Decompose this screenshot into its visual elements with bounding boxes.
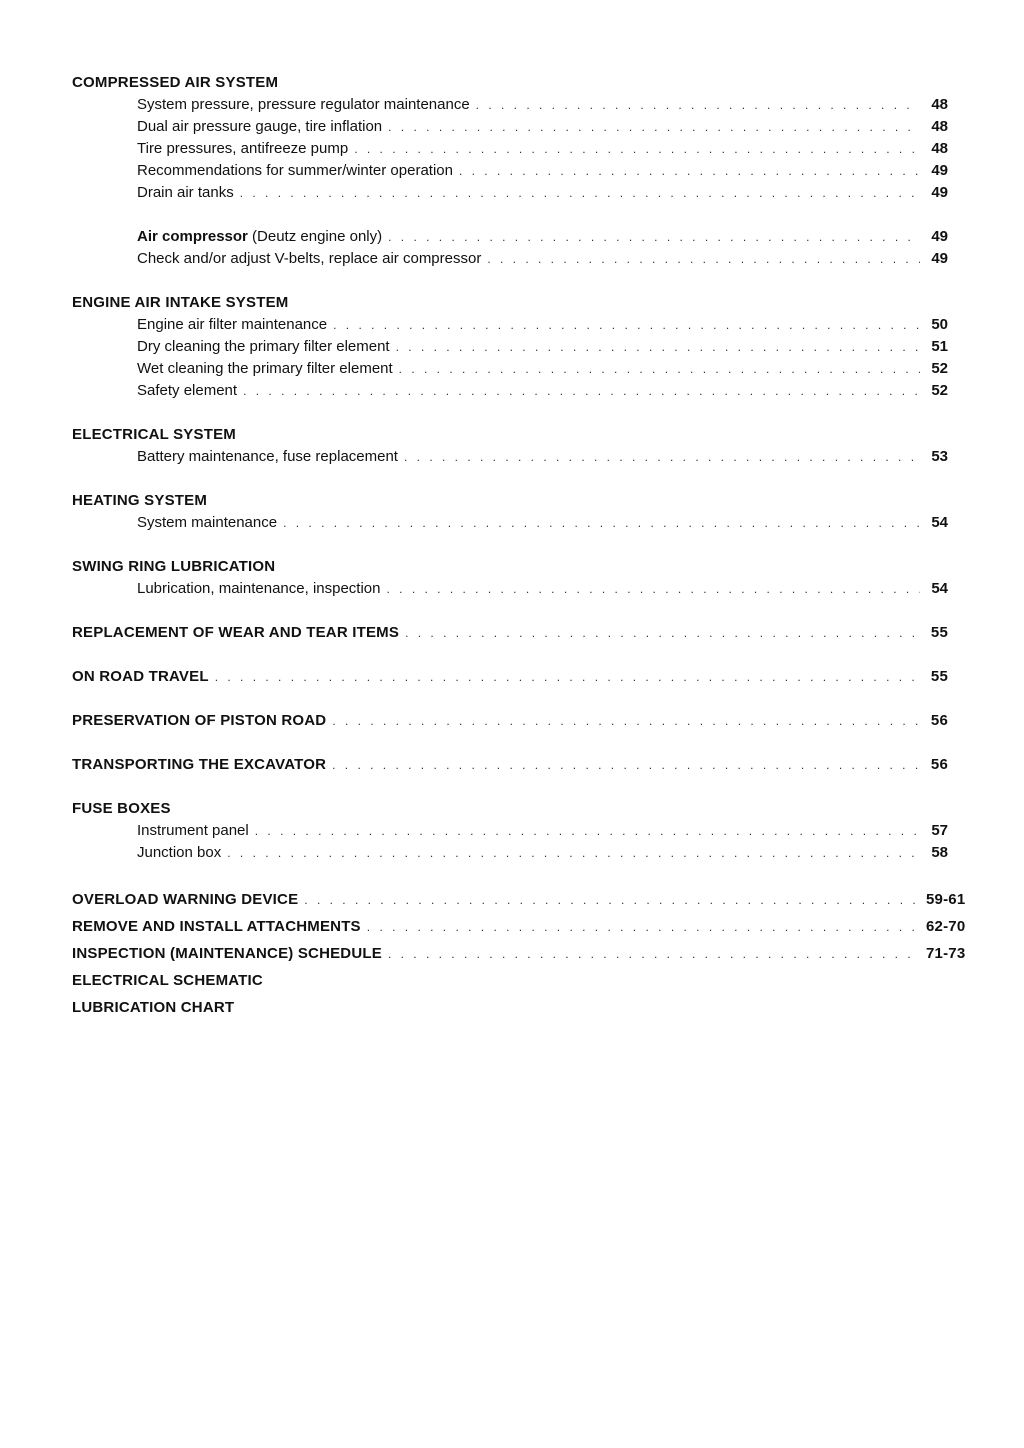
entry-label-note: (Deutz engine only) [247, 228, 383, 245]
heading-text: COMPRESSED AIR SYSTEM [72, 74, 279, 91]
dot-leader [487, 248, 920, 270]
dot-leader [459, 160, 920, 182]
entry-page: 49 [931, 228, 948, 245]
entry-label: INSPECTION (MAINTENANCE) SCHEDULE [72, 945, 382, 962]
dot-leader [333, 314, 920, 336]
dot-leader [388, 116, 920, 138]
dot-leader [240, 182, 920, 204]
toc-entry-transporting [72, 754, 948, 776]
toc-entry [72, 380, 948, 402]
dot-leader [332, 754, 920, 776]
dot-leader [399, 358, 920, 380]
entry-label: Safety element [137, 382, 238, 399]
entry-page: 49 [931, 184, 948, 201]
toc-entry-preservation [72, 710, 948, 732]
toc-entry [72, 248, 948, 270]
toc-entry [72, 820, 948, 842]
entry-page: 52 [931, 382, 948, 399]
dot-leader [255, 820, 920, 842]
entry-page: 56 [930, 712, 948, 729]
toc-entry [72, 160, 948, 182]
dot-leader [227, 842, 920, 864]
dot-leader [476, 94, 920, 116]
entry-page: 58 [931, 844, 948, 861]
heading-text: HEATING SYSTEM [72, 492, 208, 509]
entry-page: 53 [931, 448, 948, 465]
entry-label: Battery maintenance, fuse replacement [137, 448, 398, 465]
toc-entry [72, 446, 948, 468]
toc-entry-replacement [72, 622, 948, 644]
toc-entry [72, 182, 948, 204]
dot-leader [396, 336, 920, 358]
entry-label: Dual air pressure gauge, tire inflation [137, 118, 383, 135]
entry-label: Instrument panel [137, 822, 249, 839]
toc-entry [72, 578, 948, 600]
entry-label: Drain air tanks [137, 184, 234, 201]
dot-leader [332, 710, 920, 732]
dot-leader [404, 446, 920, 468]
toc-entry-electrical-schematic [72, 967, 948, 994]
entry-page: 49 [931, 250, 948, 267]
section-heading-electrical [72, 424, 948, 446]
dot-leader [354, 138, 920, 160]
entry-label: PRESERVATION OF PISTON ROAD [72, 712, 327, 729]
table-of-contents [72, 72, 966, 1021]
entry-page: 55 [930, 668, 948, 685]
heading-text: ELECTRICAL SYSTEM [72, 426, 236, 443]
entry-page: 50 [931, 316, 948, 333]
dot-leader [388, 941, 920, 968]
toc-entry [72, 138, 948, 160]
entry-label: LUBRICATION CHART [72, 999, 235, 1016]
entry-page: 48 [931, 140, 948, 157]
dot-leader [387, 578, 921, 600]
toc-entry-air-compressor [72, 226, 948, 248]
entry-page: 54 [931, 514, 948, 531]
entry-label: Lubrication, maintenance, inspection [137, 580, 381, 597]
toc-entry-inspection [72, 940, 966, 967]
dot-leader [215, 666, 920, 688]
entry-label: ON ROAD TRAVEL [72, 668, 209, 685]
entry-page: 59-61 [926, 891, 966, 908]
entry-page: 56 [930, 756, 948, 773]
entry-page: 49 [931, 162, 948, 179]
entry-page: 54 [931, 580, 948, 597]
toc-entry [72, 336, 948, 358]
entry-page: 48 [931, 96, 948, 113]
entry-label: REMOVE AND INSTALL ATTACHMENTS [72, 918, 361, 935]
entry-label: System maintenance [137, 514, 278, 531]
dot-leader [283, 512, 920, 534]
entry-label: Recommendations for summer/winter operation [137, 162, 453, 179]
entry-label-bold: Air compressor [137, 228, 248, 245]
toc-entry [72, 358, 948, 380]
heading-text: ENGINE AIR INTAKE SYSTEM [72, 294, 289, 311]
entry-page: 62-70 [926, 918, 966, 935]
dot-leader [243, 380, 920, 402]
entry-label: TRANSPORTING THE EXCAVATOR [72, 756, 327, 773]
toc-entry [72, 314, 948, 336]
entry-page: 57 [931, 822, 948, 839]
dot-leader [388, 226, 920, 248]
entry-label: Tire pressures, antifreeze pump [137, 140, 349, 157]
entry-label: Junction box [137, 844, 222, 861]
dot-leader [304, 887, 920, 914]
section-heading-engine-air [72, 292, 948, 314]
entry-label: ELECTRICAL SCHEMATIC [72, 972, 263, 989]
section-heading-swing-ring [72, 556, 948, 578]
toc-entry [72, 94, 948, 116]
dot-leader [405, 622, 920, 644]
toc-entry [72, 842, 948, 864]
entry-label: Engine air filter maintenance [137, 316, 328, 333]
toc-entry [72, 116, 948, 138]
section-heading-heating [72, 490, 948, 512]
toc-entry [72, 512, 948, 534]
entry-page: 71-73 [926, 945, 966, 962]
toc-entry-on-road [72, 666, 948, 688]
entry-label: Dry cleaning the primary filter element [137, 338, 390, 355]
section-heading-fuse-boxes [72, 798, 948, 820]
entry-page: 55 [930, 624, 948, 641]
toc-entry-overload [72, 886, 966, 913]
section-heading-compressed-air [72, 72, 948, 94]
entry-label: OVERLOAD WARNING DEVICE [72, 891, 299, 908]
toc-entry-attachments [72, 913, 966, 940]
entry-label: Check and/or adjust V-belts, replace air compressor [137, 250, 482, 267]
heading-text: SWING RING LUBRICATION [72, 558, 276, 575]
entry-page: 51 [931, 338, 948, 355]
entry-label: REPLACEMENT OF WEAR AND TEAR ITEMS [72, 624, 400, 641]
entry-label: System pressure, pressure regulator maintenance [137, 96, 470, 113]
toc-entry-lubrication-chart [72, 994, 948, 1021]
heading-text: FUSE BOXES [72, 800, 171, 817]
dot-leader [367, 914, 920, 941]
entry-page: 52 [931, 360, 948, 377]
entry-label: Wet cleaning the primary filter element [137, 360, 393, 377]
entry-page: 48 [931, 118, 948, 135]
